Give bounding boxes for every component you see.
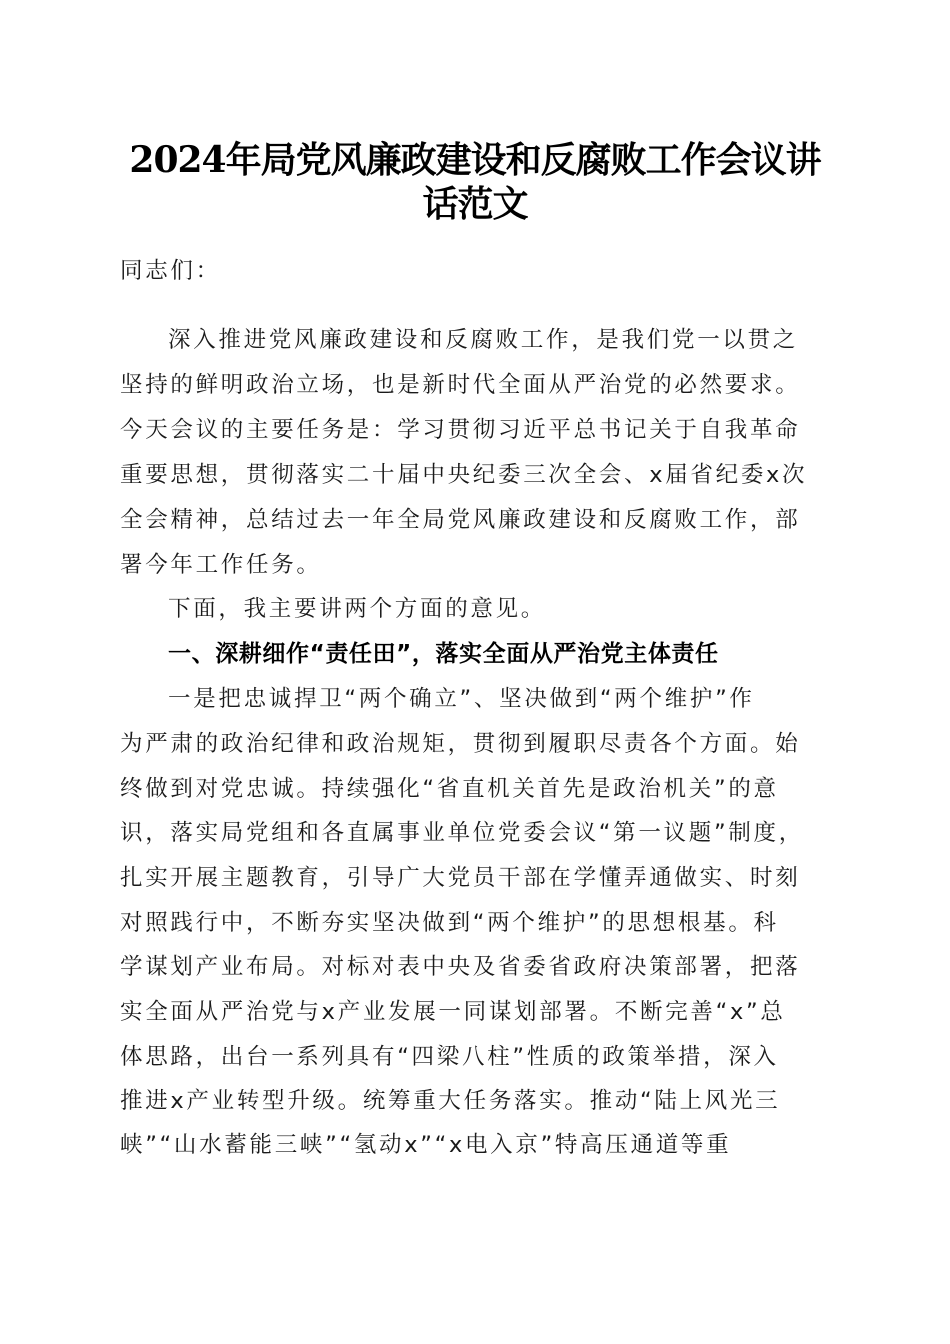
paragraph-line: 下面，我主要讲两个方面的意见。 [168,596,547,622]
paragraph-line: 署今年工作任务。 [120,552,322,578]
paragraph-line: 深入推进党风廉政建设和反腐败工作，是我们党一以贯之 [168,327,799,353]
paragraph-line: 峡”“山水蓄能三峡”“氢动x”“x电入京”特高压通道等重 [120,1132,732,1158]
paragraph-line: 实全面从严治党与x产业发展一同谋划部署。不断完善“x”总 [120,999,786,1025]
paragraph-line: 终做到对党忠诚。持续强化“省直机关首先是政治机关”的意 [120,776,779,802]
paragraph-line: 对照践行中，不断夯实坚决做到“两个维护”的思想根基。科 [120,910,779,936]
paragraph-line: 今天会议的主要任务是：学习贯彻习近平总书记关于自我革命 [120,417,801,443]
document-title-line-2: 话范文 [422,183,528,225]
document-title-line-1: 2024年局党风廉政建设和反腐败工作会议讲 [129,139,821,181]
paragraph-line: 坚持的鲜明政治立场，也是新时代全面从严治党的必然要求。 [120,372,801,398]
paragraph-line: 学谋划产业布局。对标对表中央及省委省政府决策部署，把落 [120,954,801,980]
section-heading: 一、深耕细作“责任田”，落实全面从严治党主体责任 [168,641,719,667]
paragraph-line: 重要思想，贯彻落实二十届中央纪委三次全会、x届省纪委x次 [120,462,808,488]
paragraph-line: 扎实开展主题教育，引导广大党员干部在学懂弄通做实、时刻 [120,865,801,891]
salutation: 同志们： [120,258,221,284]
paragraph-line: 全会精神，总结过去一年全局党风廉政建设和反腐败工作，部 [120,507,801,533]
paragraph-line: 推进x产业转型升级。统筹重大任务落实。推动“陆上风光三 [120,1088,781,1114]
paragraph-line: 一是把忠诚捍卫“两个确立”、坚决做到“两个维护”作 [168,686,755,712]
paragraph-line: 为严肃的政治纪律和政治规矩，贯彻到履职尽责各个方面。始 [120,731,801,757]
paragraph-line: 识，落实局党组和各直属事业单位党委会议“第一议题”制度， [120,820,804,846]
paragraph-line: 体思路，出台一系列具有“四梁八柱”性质的政策举措，深入 [120,1044,779,1070]
